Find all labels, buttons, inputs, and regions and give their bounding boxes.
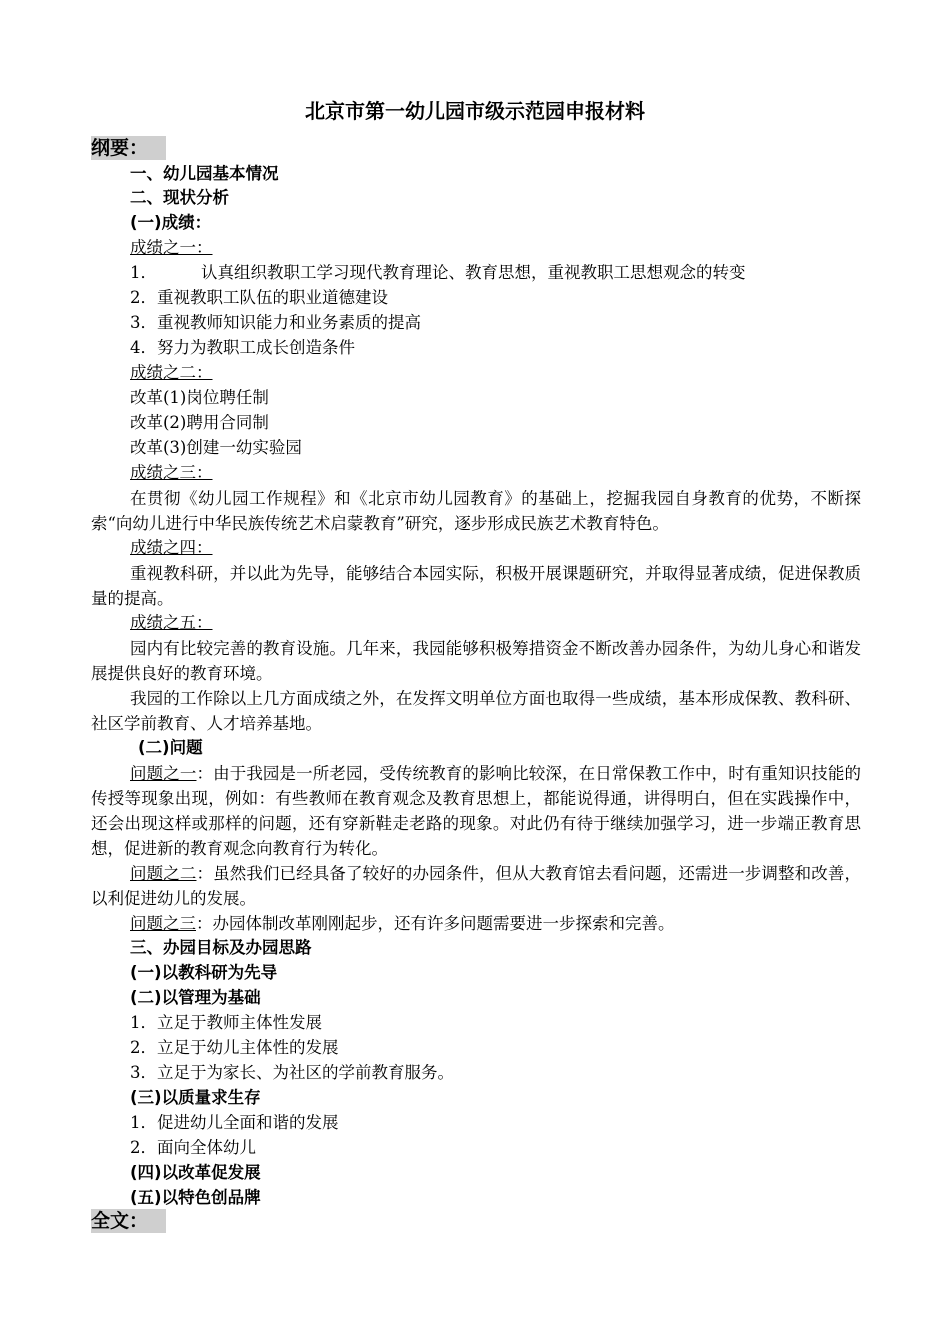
achievement-extra-text: 我园的工作除以上几方面成绩之外，在发挥文明单位方面也取得一些成绩，基本形成保教、教科研、社区学前教育、人才培养基地。 [91,689,861,733]
achievement-2-label: 成绩之二： [130,363,213,382]
problem-1: 问题之一：由于我园是一所老园，受传统教育的影响比较深，在日常保教工作中，时有重知识技能的传授等现象出现，例如：有些教师在教育观念及教育思想上，都能说得通，讲得明白，但在实践操作中，还会出现这样或那样的问题，还有穿新鞋走老路的现象。对此仍有待于继续加强学习，进一步端正教育思想，促进新的教育观念向教育行为转化。 [91,764,862,858]
management-item: 3．立足于为家长、为社区的学前教育服务。 [130,1063,454,1082]
heading-problems: (二)问题 [138,738,203,757]
fulltext-label: 全文： [91,1209,166,1233]
heading-quality: (三)以质量求生存 [130,1088,261,1107]
achievement-4-text: 重视教科研，并以此为先导，能够结合本园实际，积极开展课题研究，并取得显著成绩，促进保教质量的提高。 [91,564,861,608]
outline-label: 纲要： [91,136,166,160]
heading-goals: 三、办园目标及办园思路 [130,938,312,957]
achievement-1-label: 成绩之一： [130,238,213,257]
reform-item: 改革(1)岗位聘任制 [130,388,269,407]
achievement-1-item: 1． 认真组织教职工学习现代教育理论、教育思想，重视教职工思想观念的转变 [130,263,746,282]
achievement-1-item: 3．重视教师知识能力和业务素质的提高 [130,313,421,332]
achievement-5-text: 园内有比较完善的教育设施。几年来，我园能够积极筹措资金不断改善办园条件，为幼儿身心和谐发展提供良好的教育环境。 [91,639,861,683]
heading-management-basis: (二)以管理为基础 [130,988,261,1007]
heading-reform: (四)以改革促发展 [130,1163,261,1182]
heading-status-analysis: 二、现状分析 [130,188,229,207]
heading-basic-info: 一、幼儿园基本情况 [130,164,279,183]
reform-item: 改革(2)聘用合同制 [130,413,269,432]
document-title: 北京市第一幼儿园市级示范园申报材料 [305,99,645,123]
problem-2: 问题之二：虽然我们已经具备了较好的办园条件，但从大教育馆去看问题，还需进一步调整和改善，以利促进幼儿的发展。 [91,864,862,908]
achievement-1-item: 4．努力为教职工成长创造条件 [130,338,355,357]
achievement-1-item: 2．重视教职工队伍的职业道德建设 [130,288,388,307]
heading-research-first: (一)以教科研为先导 [130,963,278,982]
problem-3: 问题之三：办园体制改革刚刚起步，还有许多问题需要进一步探索和完善。 [130,914,675,933]
heading-brand: (五)以特色创品牌 [130,1188,261,1207]
achievement-4-label: 成绩之四： [130,538,213,557]
achievement-5-label: 成绩之五： [130,613,213,632]
quality-item: 2．面向全体幼儿 [130,1138,256,1157]
achievement-3-label: 成绩之三： [130,463,213,482]
heading-achievements: (一)成绩： [130,213,212,232]
quality-item: 1．促进幼儿全面和谐的发展 [130,1113,339,1132]
achievement-3-text: 在贯彻《幼儿园工作规程》和《北京市幼儿园教育》的基础上，挖掘我园自身教育的优势，不断探索“向幼儿进行中华民族传统艺术启蒙教育”研究，逐步形成民族艺术教育特色。 [91,489,861,533]
reform-item: 改革(3)创建一幼实验园 [130,438,302,457]
management-item: 1．立足于教师主体性发展 [130,1013,322,1032]
management-item: 2．立足于幼儿主体性的发展 [130,1038,339,1057]
